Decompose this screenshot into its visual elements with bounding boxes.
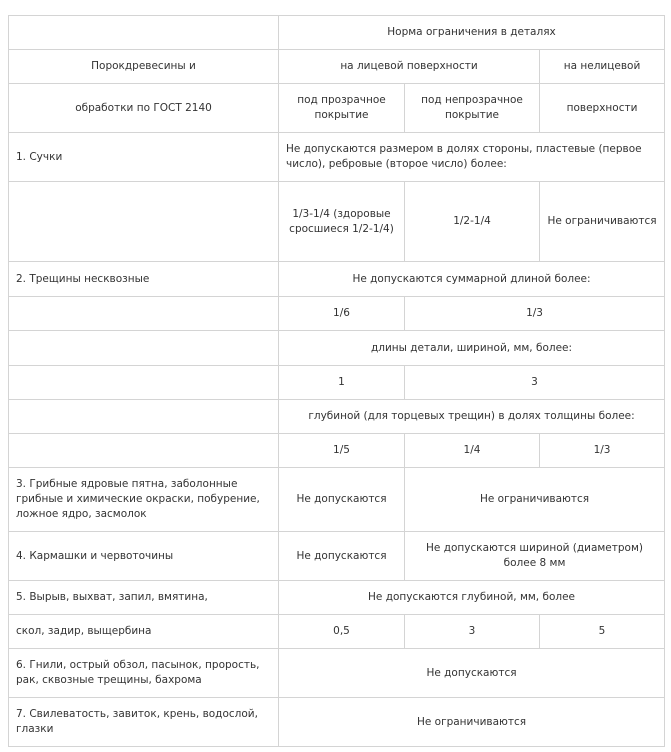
cracks-length-transparent: 1/6	[279, 297, 405, 331]
cracks-depth-nonface: 1/3	[540, 434, 665, 468]
defect-pockets: 4. Кармашки и червоточины	[9, 532, 279, 581]
table-row	[9, 182, 665, 262]
cracks-note-width: длины детали, шириной, мм, более:	[279, 331, 665, 366]
table-row	[9, 468, 665, 532]
empty-cell	[9, 400, 279, 434]
empty-cell	[9, 182, 279, 262]
table-row	[9, 434, 665, 468]
header-empty-cell	[9, 16, 279, 50]
defect-grain: 7. Свилеватость, завиток, крень, водослой, глазки	[9, 698, 279, 747]
header-norm: Норма ограничения в деталях	[279, 16, 665, 50]
cracks-width-transparent: 1	[279, 366, 405, 400]
defect-rot: 6. Гнили, острый обзол, пасынок, прорость, рак, сквозные трещины, бахрома	[9, 649, 279, 698]
defect-tearouts: 5. Вырыв, выхват, запил, вмятина,	[9, 581, 279, 615]
table-row	[9, 400, 665, 434]
grain-norm: Не ограничиваются	[279, 698, 665, 747]
empty-cell	[9, 297, 279, 331]
cracks-length-other: 1/3	[405, 297, 665, 331]
cracks-width-other: 3	[405, 366, 665, 400]
header-transparent: под прозрачное покрытие	[279, 84, 405, 133]
table-row	[9, 262, 665, 297]
empty-cell	[9, 434, 279, 468]
cracks-depth-transparent: 1/5	[279, 434, 405, 468]
table-row	[9, 133, 665, 182]
table-row	[9, 331, 665, 366]
rot-norm: Не допускаются	[279, 649, 665, 698]
knots-nonface: Не ограничиваются	[540, 182, 665, 262]
empty-cell	[9, 331, 279, 366]
cracks-note-length: Не допускаются суммарной длиной более:	[279, 262, 665, 297]
table-row	[9, 649, 665, 698]
pockets-transparent: Не допускаются	[279, 532, 405, 581]
table-row	[9, 297, 665, 331]
table-row	[9, 16, 665, 50]
knots-opaque: 1/2-1/4	[405, 182, 540, 262]
table-row	[9, 581, 665, 615]
defect-norms-table	[8, 15, 665, 747]
table-row	[9, 615, 665, 649]
tearouts-nonface: 5	[540, 615, 665, 649]
fungal-transparent: Не допускаются	[279, 468, 405, 532]
header-wood-species: Порокдревесины и	[9, 50, 279, 84]
tearouts-transparent: 0,5	[279, 615, 405, 649]
defect-cracks: 2. Трещины несквозные	[9, 262, 279, 297]
tearouts-opaque: 3	[405, 615, 540, 649]
header-face-surface: на лицевой поверхности	[279, 50, 540, 84]
table-row	[9, 698, 665, 747]
defect-chips: скол, задир, выщербина	[9, 615, 279, 649]
defect-fungal-stains: 3. Грибные ядровые пятна, заболонные грибные и химические окраски, побурение, ложное ядро, засмолок	[9, 468, 279, 532]
knots-note: Не допускаются размером в долях стороны, пластевые (первое число), ребровые (второе число) более:	[279, 133, 665, 182]
table-row	[9, 50, 665, 84]
defect-knots: 1. Сучки	[9, 133, 279, 182]
table-row	[9, 84, 665, 133]
header-opaque: под непрозрачное покрытие	[405, 84, 540, 133]
table-row	[9, 532, 665, 581]
knots-transparent: 1/3-1/4 (здоровые сросшиеся 1/2-1/4)	[279, 182, 405, 262]
header-nonface-surface: на нелицевой	[540, 50, 665, 84]
table-row	[9, 366, 665, 400]
header-gost: обработки по ГОСТ 2140	[9, 84, 279, 133]
cracks-note-depth: глубиной (для торцевых трещин) в долях толщины более:	[279, 400, 665, 434]
cracks-depth-opaque: 1/4	[405, 434, 540, 468]
fungal-other: Не ограничиваются	[405, 468, 665, 532]
empty-cell	[9, 366, 279, 400]
tearouts-note: Не допускаются глубиной, мм, более	[279, 581, 665, 615]
header-nonface-surface-2: поверхности	[540, 84, 665, 133]
pockets-other: Не допускаются шириной (диаметром) более 8 мм	[405, 532, 665, 581]
